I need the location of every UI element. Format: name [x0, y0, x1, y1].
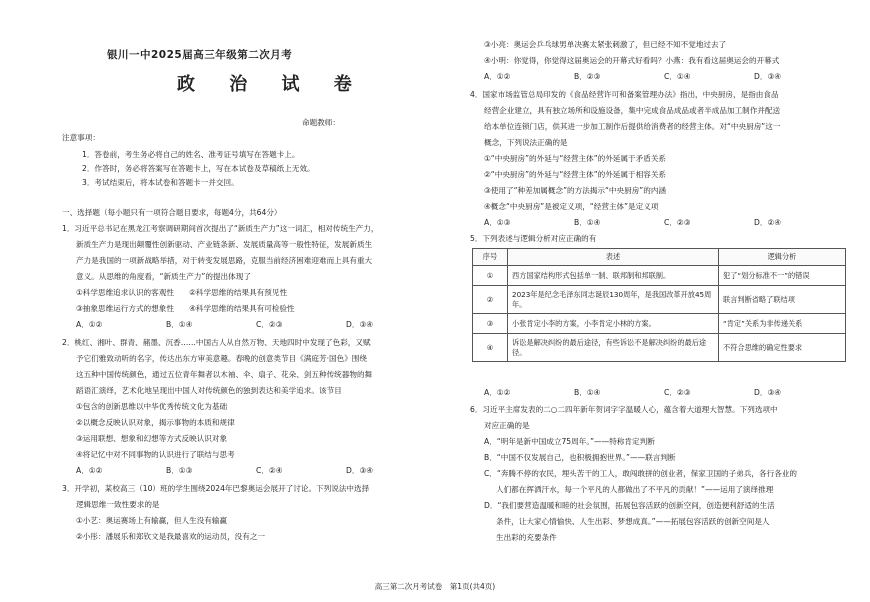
q4-option-a: A．①③: [484, 218, 511, 227]
q2-line: 予它们雅致动听的名字，传达出东方审美意趣。春晚的创意类节目《满庭芳·国色》围绕: [76, 354, 367, 363]
table-cell: ②: [473, 286, 508, 314]
q2-option-c: C．②④: [256, 466, 283, 475]
table-cell: ④: [473, 334, 508, 362]
q2-line: ④将记忆中对不同事物的认识进行了联结与思考: [76, 450, 235, 459]
q3-line: 逻辑思维一致性要求的是: [76, 500, 160, 509]
q6-line: C．“奔腾不停的农民，埋头苦干的工人，敢闯敢拼的创业者，保家卫国的子弟兵，各行各业的: [484, 469, 797, 478]
page-footer: 高三第二次月考试卷 第1页(共4页): [374, 582, 496, 591]
q5-option-d: D．③④: [754, 388, 782, 397]
q6-line: A．“明年是新中国成立75周年。”——特称肯定判断: [484, 437, 655, 446]
table-cell: ①: [473, 266, 508, 286]
q2-line: ①包含的创新思维以中华优秀传统文化为基础: [76, 402, 228, 411]
note-item: 2．作答时，务必将答案写在答题卡上，写在本试卷及草稿纸上无效。: [82, 164, 315, 173]
table-header-cell: 逻辑分析: [719, 249, 846, 266]
q3-option-b: B．②③: [574, 72, 601, 81]
table-row: [473, 286, 846, 314]
q1-line: 1．习近平总书记在黑龙江考察调研期间首次提出了“新质生产力”这一词汇，相对传统生产力，: [62, 224, 379, 233]
table-cell: 西方国家结构形式包括单一制、联邦制和邦联制。: [508, 266, 719, 286]
table-cell: 诉讼是解决纠纷的最后途径，有些诉讼不是解决纠纷的最后途径。: [508, 334, 719, 362]
table-cell: 小张肯定小李的方案，小李肯定小林的方案。: [508, 314, 719, 334]
q3-options: [484, 72, 844, 82]
q1-option-c: C．②③: [256, 320, 283, 329]
q5-options: [484, 388, 844, 398]
q3-line: ①小艺：奥运赛场上有输赢，但人生没有输赢: [76, 516, 228, 525]
table-cell: 联言判断省略了联结项: [719, 286, 846, 314]
notes-heading: 注意事项：: [62, 133, 100, 142]
q1-line: 新质生产力是现出颠覆性创新驱动、产业链条新、发展质量高等一般性特征，发展新质生: [76, 240, 373, 249]
q5-option-c: C．②③: [664, 388, 691, 397]
q1-option-b: B．①④: [166, 320, 193, 329]
q3-line: ②小彤：潘展乐和郑钦文是我最喜欢的运动员，没有之一: [76, 532, 266, 541]
q1-option-d: D．③④: [346, 320, 374, 329]
q2-option-b: B．①③: [166, 466, 193, 475]
q4-line: 给本单位连锁门店，供其进一步加工制作后提供给消费者的经营主体。对“中央厨房”这一: [484, 122, 781, 131]
q4-line: ②“中央厨房”的外延与“经营主体”的外延属于相容关系: [484, 170, 667, 179]
q2-line: 蹈语汇演绎，艺术化地呈现出中国人对传统颜色的独到表达和美学追求。该节目: [76, 386, 342, 395]
q4-line: 概念，下列说法正确的是: [484, 138, 568, 147]
q4-option-c: C．②③: [664, 218, 691, 227]
table-cell: 不符合思维的确定性要求: [719, 334, 846, 362]
q1-options: [76, 320, 436, 330]
section-heading: 一、选择题（每小题只有一项符合题目要求，每题4分，共64分）: [62, 208, 282, 217]
note-item: 3．考试结束后，将本试卷和答题卡一并交回。: [82, 178, 239, 187]
q4-options: [484, 218, 844, 228]
q5-stem: 5．下列表述与逻辑分析对应正确的有: [470, 234, 597, 243]
q5-option-b: B．①④: [574, 388, 601, 397]
q2-line: ③运用联想、想象和幻想等方式反映认识对象: [76, 434, 228, 443]
q2-option-d: D．③④: [346, 466, 374, 475]
table-row: [473, 334, 846, 362]
q5-table: [472, 248, 846, 362]
table-cell: “肯定”关系为非传递关系: [719, 314, 846, 334]
author-label: 命题教师：: [302, 118, 340, 127]
q2-option-a: A．①②: [76, 466, 103, 475]
exam-title: 银川一中2025届高三年级第二次月考: [107, 49, 293, 61]
table-cell: 2023年是纪念毛泽东同志诞辰130周年，是我国改革开放45周年。: [508, 286, 719, 314]
q3-line: 3．开学初，某校高三（10）班的学生围绕2024年巴黎奥运会展开了讨论。下列说法中选择: [62, 484, 370, 493]
q2-line: 这五种中国传统颜色，通过五位青年舞者以木袖、伞、扇子、花朵、剑五种传统器物的舞: [76, 370, 373, 379]
q6-line: 生出彩的充要条件: [496, 533, 557, 542]
table-cell: ③: [473, 314, 508, 334]
q4-line: ④概念“中央厨房”是被定义项，“经营主体”是定义项: [484, 202, 659, 211]
q2-options: [76, 466, 436, 476]
q1-line: 意义。从思维的角度看，“新质生产力”的提出体现了: [76, 272, 251, 281]
q4-line: 经营企业建立，具有独立场所和设施设备，集中完成食品成品或者半成品加工制作并配送: [484, 106, 781, 115]
q4-option-b: B．①④: [574, 218, 601, 227]
table-header-row: [473, 249, 846, 266]
q4-line: ①“中央厨房”的外延与“经营主体”的外延属于矛盾关系: [484, 154, 667, 163]
q4-line: 4．国家市场监管总局印发的《食品经营许可和备案管理办法》指出，中央厨房，是指由食品: [470, 90, 779, 99]
q3-option-a: A．①②: [484, 72, 511, 81]
table-header-cell: 表述: [508, 249, 719, 266]
q6-line: B．“中国不仅发展自己，也积极拥抱世界。”——联言判断: [484, 453, 676, 462]
q1-option-a: A．①②: [76, 320, 103, 329]
q6-line: D．“我们要营造温暖和睦的社会氛围，拓展包容活跃的创新空间，创造便利舒适的生活: [484, 501, 775, 510]
table-cell: 犯了“划分标准不一”的错误: [719, 266, 846, 286]
subject-title: 政 治 试 卷: [177, 74, 366, 95]
q6-line: 条件，让大家心情愉快、人生出彩、梦想成真。”——拓展包容活跃的创新空间是人: [496, 517, 770, 526]
q6-line: 人们都在挥洒汗水，每一个平凡的人都做出了不平凡的贡献！”——运用了演绎推理: [496, 485, 774, 494]
q5-option-a: A．①②: [484, 388, 511, 397]
q6-line: 对应正确的是: [484, 421, 530, 430]
q1-line: 产力是我国的一项新战略举措，对于转变发展思路，克服当前经济困难迎难而上具有重大: [76, 256, 373, 265]
q4-line: ③使用了“种差加属概念”的方法揭示“中央厨房”的内涵: [484, 186, 667, 195]
q3-option-d: D．③④: [754, 72, 782, 81]
q3-line: ③小亮：奥运会乒乓球男单决赛太紧张刺激了，但已经不知不觉地过去了: [484, 40, 727, 49]
table-row: [473, 314, 846, 334]
table-row: [473, 266, 846, 286]
q3-option-c: C．①④: [664, 72, 691, 81]
q1-line: ③抽象思维运行方式的想象性 ④科学思维的结果具有可检验性: [76, 304, 295, 313]
note-item: 1．答卷前，考生务必将自己的姓名、准考证号填写在答题卡上。: [82, 150, 300, 159]
q2-line: ②以概念反映认识对象，揭示事物的本质和规律: [76, 418, 235, 427]
table-header-cell: 序号: [473, 249, 508, 266]
q4-option-d: D．②④: [754, 218, 782, 227]
q3-line: ④小明：你觉得，你觉得这届奥运会的开幕式好看吗？小燕：我有看这届奥运会的开幕式: [484, 56, 780, 65]
q2-line: 2．桃红、湘叶、群青、赭墨、沉香……中国古人从自然万物、天地四时中发现了色彩，又赋: [62, 338, 371, 347]
q1-line: ①科学思维追求认识的客观性 ②科学思维的结果具有预见性: [76, 288, 288, 297]
q6-line: 6．习近平主席发表的二○二四年新年贺词字字温暖人心，蕴含着大道理大智慧。下列选项中: [470, 405, 778, 414]
